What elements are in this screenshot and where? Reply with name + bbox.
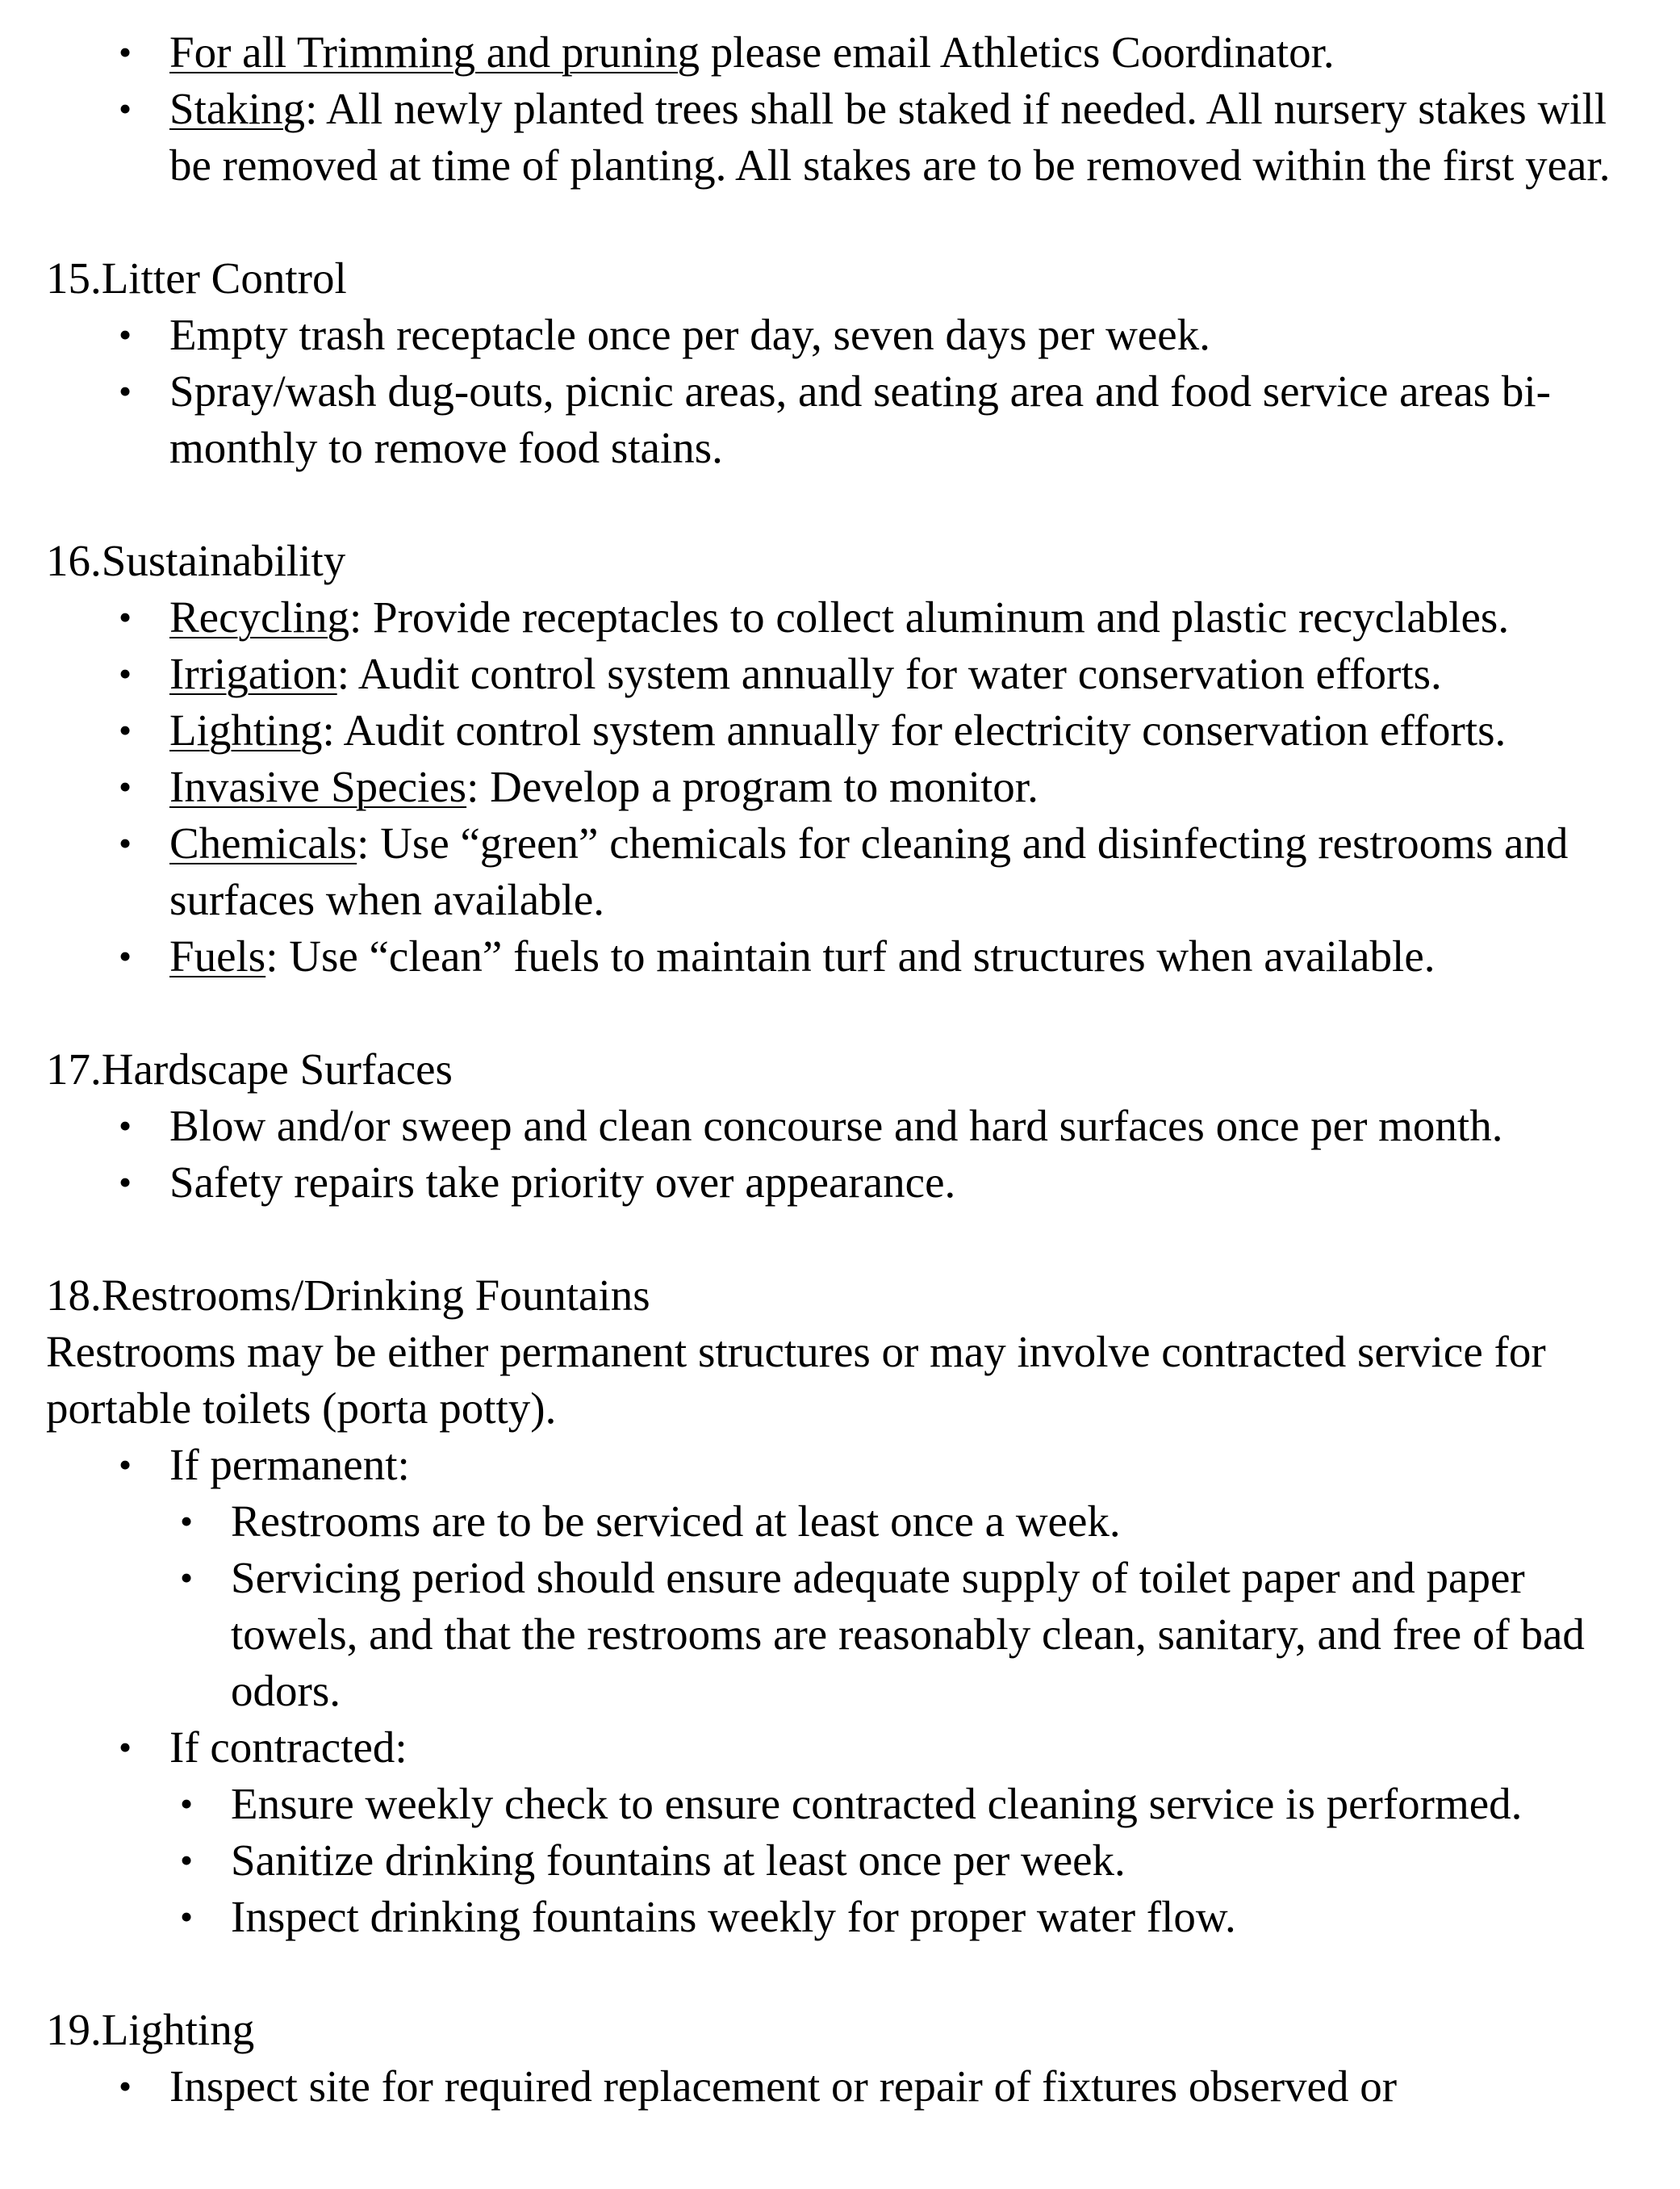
item-text: please email Athletics Coordinator. bbox=[700, 27, 1335, 77]
item-text: Inspect drinking fountains weekly for proper water flow. bbox=[231, 1892, 1236, 1941]
item-text: Inspect site for required replacement or repair of fixtures observed or bbox=[169, 2061, 1398, 2111]
item-text: Servicing period should ensure adequate supply of toilet paper and paper towels, and that the restrooms are reasonably clean, sanitary, and free of bad odors. bbox=[231, 1553, 1585, 1715]
bullet-icon: • bbox=[180, 1783, 194, 1824]
bullet-icon: • bbox=[180, 1896, 194, 1937]
list-item bbox=[46, 589, 1652, 646]
section-lighting bbox=[46, 2002, 1652, 2115]
bullet-icon: • bbox=[119, 314, 132, 355]
item-text: : Provide receptacles to collect aluminum and plastic recyclables. bbox=[349, 592, 1510, 642]
bullet-icon: • bbox=[119, 766, 132, 807]
item-text: : Use “green” chemicals for cleaning and disinfecting restrooms and surfaces when available. bbox=[169, 818, 1569, 924]
sub-list bbox=[46, 1776, 1652, 1945]
item-term: Chemicals bbox=[169, 818, 357, 868]
item-term: Invasive Species bbox=[169, 762, 467, 811]
item-text: Sanitize drinking fountains at least once per week. bbox=[231, 1835, 1126, 1885]
list-item bbox=[46, 24, 1652, 81]
carryover-list bbox=[46, 24, 1652, 194]
item-text: Restrooms are to be serviced at least once a week. bbox=[231, 1496, 1121, 1546]
bullet-icon: • bbox=[119, 1161, 132, 1203]
bullet-icon: • bbox=[119, 2066, 132, 2107]
section-heading: 15.Litter Control bbox=[46, 253, 347, 303]
list-item bbox=[46, 815, 1652, 928]
section-list bbox=[46, 1098, 1652, 1211]
list-item bbox=[46, 307, 1652, 363]
item-text: : Use “clean” fuels to maintain turf and structures when available. bbox=[265, 931, 1436, 981]
sub-list-item bbox=[46, 1889, 1652, 1945]
item-text: Safety repairs take priority over appearance. bbox=[169, 1157, 956, 1207]
list-item bbox=[46, 81, 1652, 194]
item-term: Irrigation bbox=[169, 649, 337, 698]
section-list bbox=[46, 589, 1652, 985]
bullet-icon: • bbox=[119, 1727, 132, 1768]
document-page bbox=[46, 24, 1652, 2115]
item-text: Ensure weekly check to ensure contracted cleaning service is performed. bbox=[231, 1779, 1523, 1828]
item-term: Staking bbox=[169, 84, 306, 133]
list-item bbox=[46, 928, 1652, 985]
item-text: If permanent: bbox=[169, 1440, 410, 1489]
section-list bbox=[46, 2058, 1652, 2115]
carryover-section bbox=[46, 24, 1652, 194]
sub-list bbox=[46, 1493, 1652, 1719]
section-heading: 19.Lighting bbox=[46, 2005, 255, 2054]
section-heading: 16.Sustainability bbox=[46, 536, 346, 585]
list-item bbox=[46, 1098, 1652, 1154]
list-item bbox=[46, 702, 1652, 759]
bullet-icon: • bbox=[119, 653, 132, 694]
bullet-icon: • bbox=[180, 1500, 194, 1542]
bullet-icon: • bbox=[119, 1444, 132, 1485]
item-text: Spray/wash dug-outs, picnic areas, and seating area and food service areas bi-monthly to remove food stains. bbox=[169, 366, 1551, 472]
section-list bbox=[46, 1719, 1652, 1776]
bullet-icon: • bbox=[119, 935, 132, 977]
section-litter-control bbox=[46, 250, 1652, 476]
item-text: : Develop a program to monitor. bbox=[466, 762, 1039, 811]
list-item bbox=[46, 1719, 1652, 1776]
sub-list-item bbox=[46, 1550, 1652, 1719]
item-text: : All newly planted trees shall be staked if needed. All nursery stakes will be removed at time of planting. All stakes are to be removed within the first year. bbox=[169, 84, 1611, 190]
item-term: Recycling bbox=[169, 592, 349, 642]
section-heading: 17.Hardscape Surfaces bbox=[46, 1044, 453, 1094]
section-list bbox=[46, 307, 1652, 476]
sub-list-item bbox=[46, 1776, 1652, 1832]
item-text: : Audit control system annually for electricity conservation efforts. bbox=[322, 705, 1507, 755]
bullet-icon: • bbox=[119, 1105, 132, 1146]
list-item bbox=[46, 646, 1652, 702]
item-text: Empty trash receptacle once per day, seven days per week. bbox=[169, 310, 1210, 359]
bullet-icon: • bbox=[119, 596, 132, 638]
section-hardscape-surfaces bbox=[46, 1041, 1652, 1211]
bullet-icon: • bbox=[180, 1557, 194, 1598]
item-term: Fuels bbox=[169, 931, 266, 981]
list-item bbox=[46, 2058, 1652, 2115]
sub-list-item bbox=[46, 1493, 1652, 1550]
item-text: Blow and/or sweep and clean concourse and hard surfaces once per month. bbox=[169, 1101, 1503, 1150]
bullet-icon: • bbox=[119, 370, 132, 412]
section-sustainability bbox=[46, 533, 1652, 985]
bullet-icon: • bbox=[119, 709, 132, 751]
list-item bbox=[46, 759, 1652, 815]
item-text: If contracted: bbox=[169, 1722, 407, 1772]
bullet-icon: • bbox=[119, 822, 132, 864]
item-term: Lighting bbox=[169, 705, 323, 755]
item-term: For all Trimming and pruning bbox=[169, 27, 700, 77]
section-intro: Restrooms may be either permanent structures or may involve contracted service for portable toilets (porta potty). bbox=[46, 1327, 1546, 1433]
list-item bbox=[46, 1154, 1652, 1211]
item-text: : Audit control system annually for water conservation efforts. bbox=[336, 649, 1442, 698]
section-list bbox=[46, 1437, 1652, 1493]
sub-list-item bbox=[46, 1832, 1652, 1889]
section-restrooms bbox=[46, 1267, 1652, 1945]
list-item bbox=[46, 363, 1652, 476]
section-heading: 18.Restrooms/Drinking Fountains bbox=[46, 1270, 650, 1320]
bullet-icon: • bbox=[119, 31, 132, 73]
bullet-icon: • bbox=[180, 1840, 194, 1881]
list-item bbox=[46, 1437, 1652, 1493]
bullet-icon: • bbox=[119, 88, 132, 129]
